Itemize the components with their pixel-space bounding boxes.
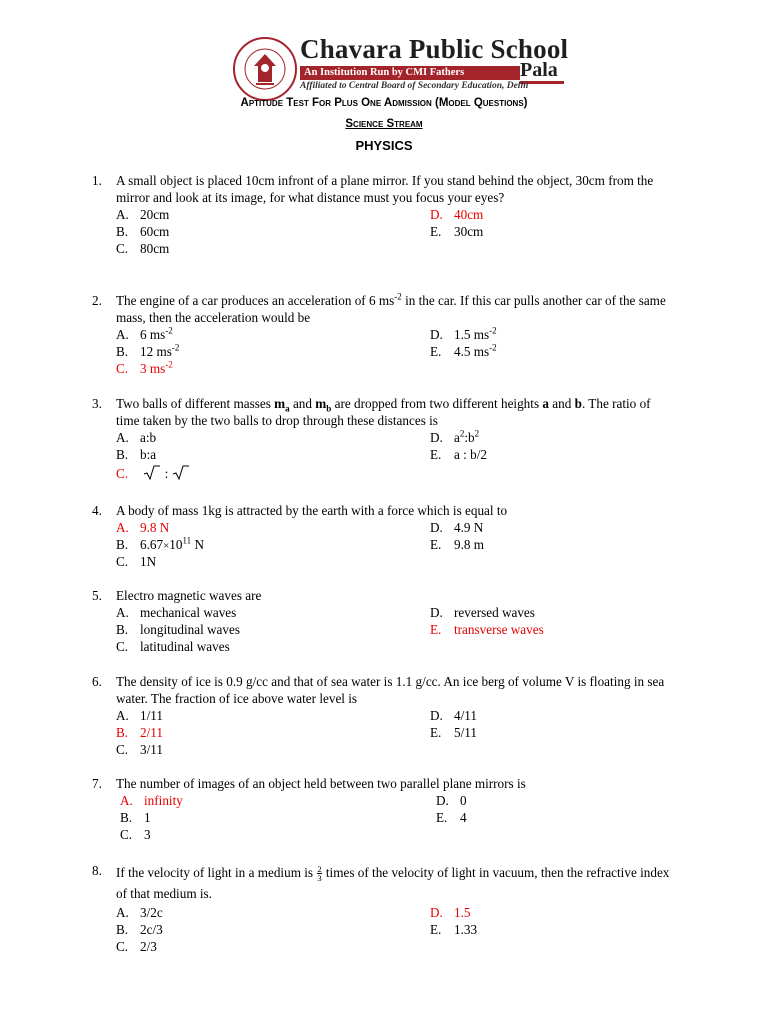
option-d[interactable]: D. 4/11 [430,708,477,724]
option-d[interactable]: D. 1.5 $ms^{-2}$ [430,326,497,343]
option-list [116,604,676,656]
option-list [116,206,676,258]
question-4 [92,502,692,571]
question-8 [92,862,692,956]
option-e[interactable]: E. a : b/2 [430,447,487,463]
option-list [116,326,676,378]
school-place: Pala [520,59,558,81]
question-text: The density of ice is 0.9 g/cc and that of sea water is 1.1 g/cc. An ice berg of volume V is floating in sea water. The fraction of ice above water level is [116,674,665,707]
option-a-correct[interactable]: A. infinity [120,793,183,809]
option-c[interactable]: C. 2/3 [116,939,157,954]
test-title: Aptitude Test For Plus One Admission (Model Questions) [240,97,528,109]
option-b[interactable]: B. 1 [120,810,151,826]
question-text: The engine of a car produces an acceleration of 6 $ms^{-2}$ in the car. If this car pulls another car of the same mass, then the acceleration would be [116,291,666,326]
option-a[interactable]: A. 20cm [116,207,170,223]
option-a[interactable]: A. 1/11 [116,708,163,724]
option-d[interactable]: D. reversed waves [430,605,535,621]
question-number: 1. [92,173,102,188]
option-b[interactable]: B. longitudinal waves [116,622,240,638]
question-number: 6. [92,674,102,689]
option-e[interactable]: E. 4.5 $ms^{-2}$ [430,343,497,360]
option-a-correct[interactable]: A. 9.8 N [116,520,170,536]
question-number: 8. [92,863,102,878]
option-a[interactable]: A. mechanical waves [116,605,237,621]
option-b[interactable]: B. b:a [116,447,157,463]
question-number: 3. [92,396,102,411]
option-d-correct[interactable]: D. 40cm [430,207,484,223]
school-tagline: An Institution Run by CMI Fathers [300,66,520,80]
question-text: Electro magnetic waves are [116,588,262,603]
option-c-correct[interactable]: C. : [116,465,190,482]
option-c[interactable]: C. 80cm [116,241,170,257]
option-e[interactable]: E. 1.33 [430,922,478,937]
school-affiliation: Affiliated to Central Board of Secondary Education, Delhi [300,81,529,91]
school-name: Chavara Public School [300,34,569,64]
option-a[interactable]: A. a:b [116,430,157,446]
option-d[interactable]: D. 0 [436,793,467,809]
question-text: Two balls of different masses $m_a$ and $m_b$ are dropped from two different heights a and b. The ratio of time taken by the two balls to drop through these distances is [116,396,651,429]
subject-heading: PHYSICS [355,138,413,153]
question-1 [92,172,692,258]
option-c[interactable]: C. 3/11 [116,742,163,758]
option-c[interactable]: C. 3 [120,827,151,843]
option-b[interactable]: B. $6.67\times 10^{11}$ N [116,535,204,553]
option-c-correct[interactable]: C. 3 $ms^{-2}$ [116,360,173,377]
question-2 [92,292,692,378]
option-e[interactable]: E. 9.8 m [430,537,485,553]
option-list [116,792,676,844]
option-e-correct[interactable]: E. transverse waves [430,622,544,638]
question-number: 2. [92,293,102,308]
option-d[interactable]: D. $a^2:b^2$ [430,429,480,446]
option-b[interactable]: B. 60cm [116,224,170,240]
option-b[interactable]: B. 12 $ms^{-2}$ [116,343,180,360]
option-c[interactable]: C. 1N [116,554,157,570]
question-3 [92,395,692,485]
question-7 [92,775,692,844]
question-6 [92,673,692,759]
sqrt-b-icon [172,465,190,481]
option-c[interactable]: C. latitudinal waves [116,639,230,655]
question-number: 5. [92,588,102,603]
option-b-correct[interactable]: B. 2/11 [116,725,163,741]
option-d-correct[interactable]: D. 1.5 [430,905,471,920]
question-text: A body of mass 1kg is attracted by the earth with a force which is equal to [116,503,508,518]
option-list [116,904,676,956]
stream-heading: Science Stream [345,118,423,130]
option-e[interactable]: E. 30cm [430,224,484,240]
option-e[interactable]: E. 4 [436,810,467,826]
option-list [116,429,676,485]
sqrt-a-icon [143,465,161,481]
option-d[interactable]: D. 4.9 N [430,520,484,536]
fraction: $\frac{2}{3}$ [317,864,322,884]
question-number: 7. [92,776,102,791]
question-text: A small object is placed 10cm infront of a plane mirror. If you stand behind the object, 30cm from the mirror and look at its image, for what distance must you focus your eyes? [116,173,654,206]
question-5 [92,587,692,656]
question-number: 4. [92,503,102,518]
option-a[interactable]: A. 3/2c [116,905,163,920]
option-b[interactable]: B. 2c/3 [116,922,163,937]
option-e[interactable]: E. 5/11 [430,725,477,741]
option-list [116,707,676,759]
question-text: If the velocity of light in a medium is $\frac{2}{3}$ times of the velocity of light in vacuum, then the refractive index of that medium is. [116,864,670,901]
option-a[interactable]: A. 6 $ms^{-2}$ [116,326,173,343]
option-list [116,519,676,571]
question-text: The number of images of an object held between two parallel plane mirrors is [116,776,526,791]
